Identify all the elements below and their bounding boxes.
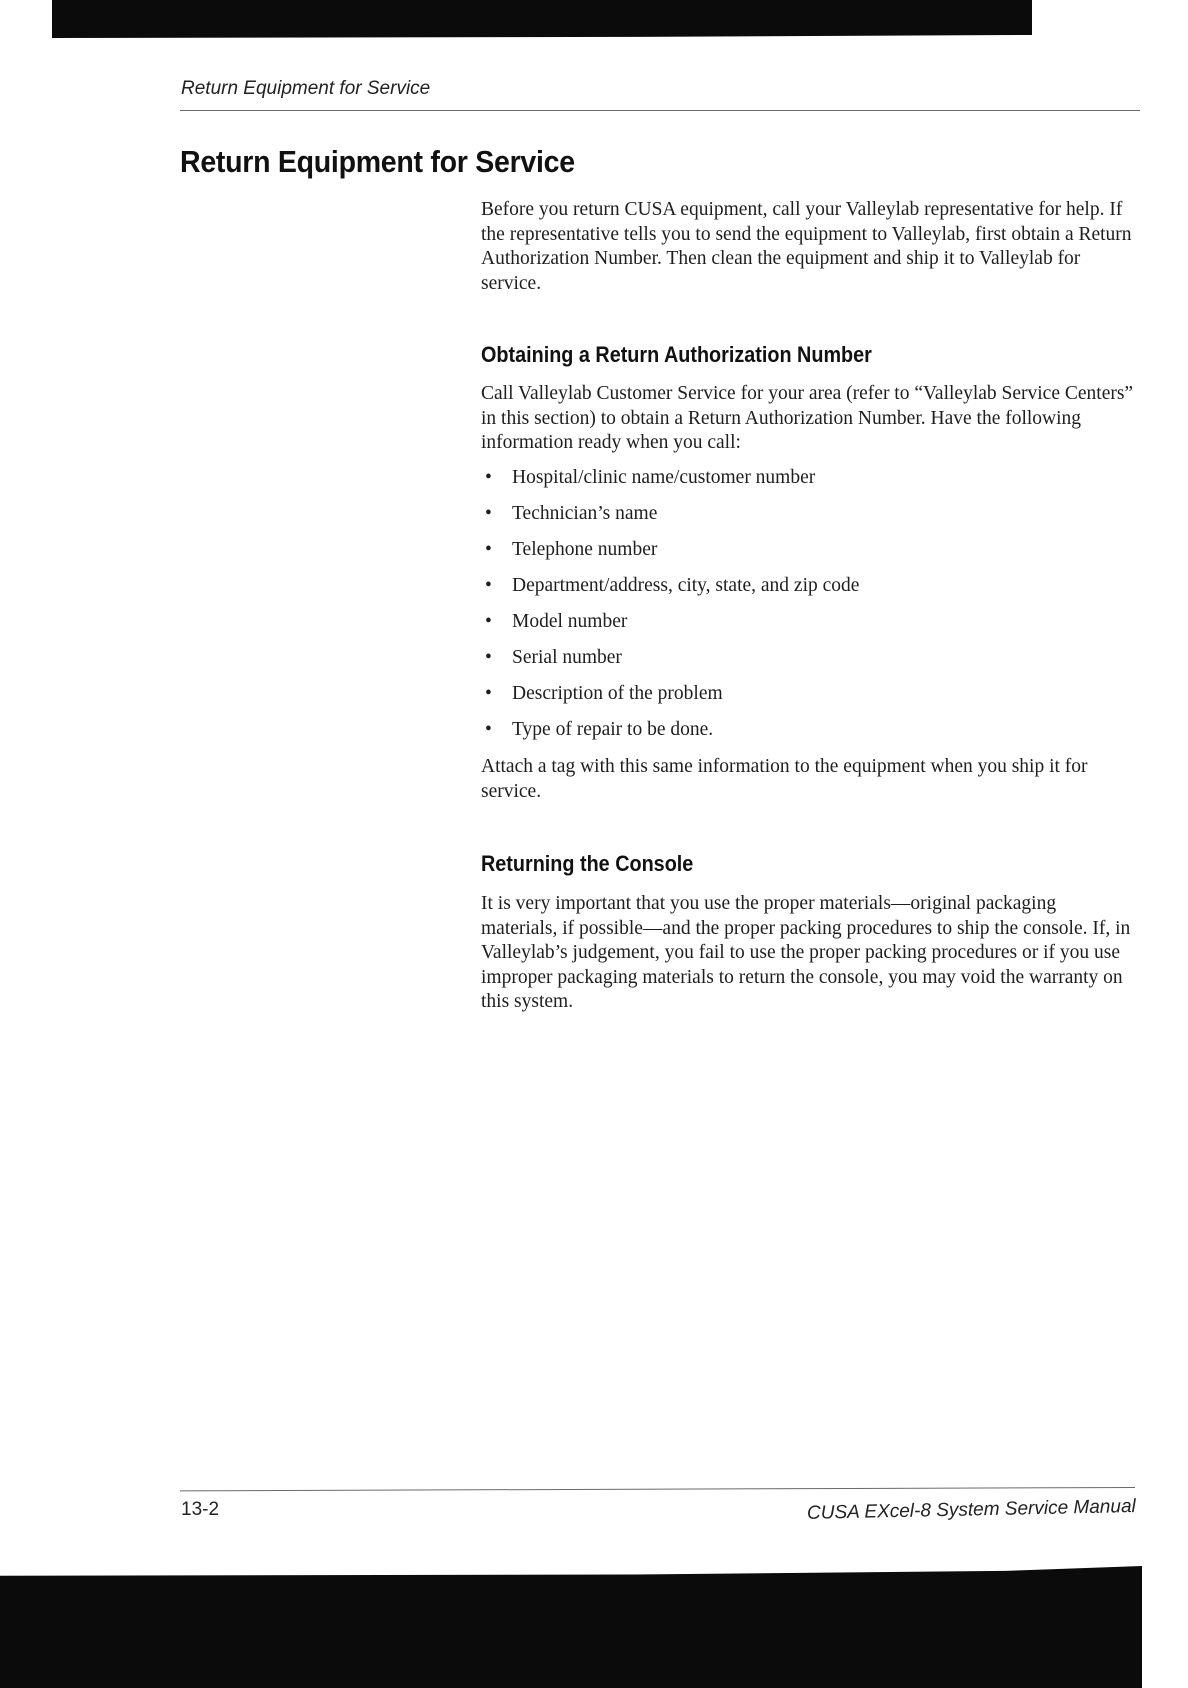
list-item-text: Model number <box>512 611 628 632</box>
closing-paragraph-block <box>481 755 1136 804</box>
list-item-text: Department/address, city, state, and zip code <box>512 575 860 596</box>
intro-paragraph: Before you return CUSA equipment, call your Valleylab representative for help. If the representative tells you to send the equipment to Valleylab, first obtain a Return Authorization Number. Then clean the equipment and ship it to Valleylab for service. <box>481 199 1132 294</box>
closing-paragraph: Attach a tag with this same information to the equipment when you ship it for service. <box>481 756 1088 802</box>
bullet-icon: • <box>485 611 492 632</box>
console-paragraph-block <box>481 892 1136 1015</box>
bullet-icon: • <box>485 539 492 560</box>
list-item <box>481 718 859 754</box>
list-item-text: Serial number <box>512 647 622 668</box>
section-heading-authorization: Obtaining a Return Authorization Number <box>481 342 872 367</box>
bullet-icon: • <box>485 647 492 668</box>
required-info-list <box>481 466 859 754</box>
bullet-icon: • <box>485 719 492 740</box>
bullet-icon: • <box>485 683 492 704</box>
intro-paragraph-block <box>481 198 1136 296</box>
list-item-text: Description of the problem <box>512 683 723 704</box>
manual-title: CUSA EXcel-8 System Service Manual <box>807 1496 1137 1524</box>
section-heading-console: Returning the Console <box>481 851 694 876</box>
bullet-icon: • <box>485 467 492 488</box>
list-item <box>481 466 859 502</box>
list-item-text: Hospital/clinic name/customer number <box>512 467 816 488</box>
bullet-icon: • <box>485 503 492 524</box>
list-item <box>481 574 859 610</box>
footer-rule <box>180 1487 1135 1491</box>
page-title: Return Equipment for Service <box>180 144 575 179</box>
list-item-text: Type of repair to be done. <box>512 719 714 740</box>
scan-border-bottom <box>0 1566 1142 1688</box>
list-item <box>481 502 859 538</box>
authorization-paragraph: Call Valleylab Customer Service for your area (refer to “Valleylab Service Centers” in this section) to obtain a Return Authorization Number. Have the following information ready when you call: <box>481 383 1134 453</box>
list-item <box>481 538 859 574</box>
console-paragraph: It is very important that you use the proper materials—original packaging materials, if possible—and the proper packing procedures to ship the console. If, in Valleylab’s judgement, you fail to use the proper packing procedures or if you use improper packaging materials to return the console, you may void the warranty on this system. <box>481 893 1131 1012</box>
list-item <box>481 682 859 718</box>
list-item <box>481 610 859 646</box>
list-item-text: Technician’s name <box>512 503 658 524</box>
list-item <box>481 646 859 682</box>
running-header: Return Equipment for Service <box>181 78 431 99</box>
page-number: 13-2 <box>181 1499 220 1520</box>
header-rule <box>180 110 1140 111</box>
bullet-icon: • <box>485 575 492 596</box>
list-item-text: Telephone number <box>512 539 658 560</box>
scan-border-top <box>52 0 1032 38</box>
authorization-paragraph-block <box>481 382 1136 456</box>
